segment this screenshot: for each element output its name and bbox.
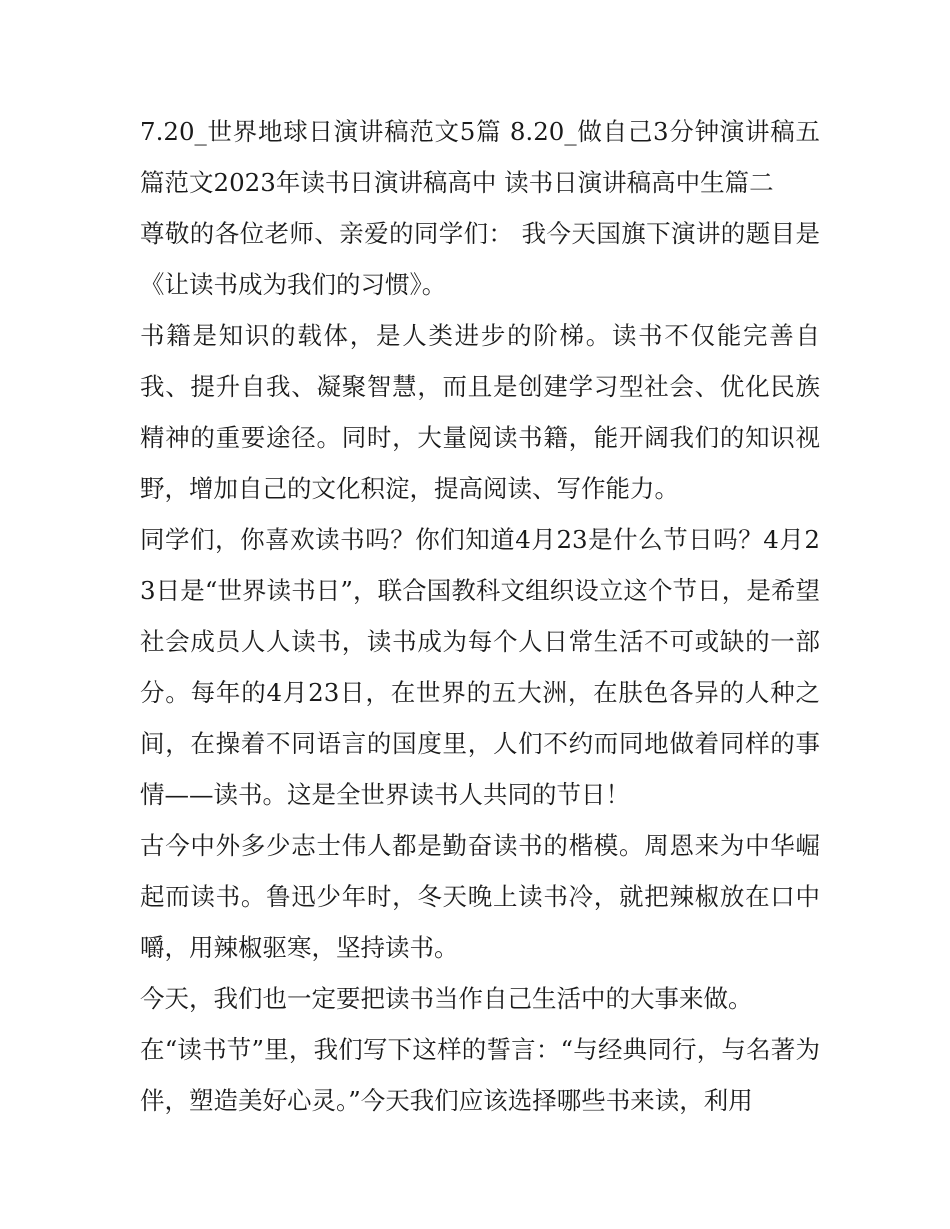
paragraph-greeting: 尊敬的各位老师、亲爱的同学们： 我今天国旗下演讲的题目是《让读书成为我们的习惯》。: [140, 219, 820, 299]
paragraph-role-models: 古今中外多少志士伟人都是勤奋读书的楷模。周恩来为中华崛起而读书。鲁迅少年时，冬天晚上读书冷，就把辣椒放在口中嚼，用辣椒驱寒，坚持读书。: [140, 831, 820, 962]
paragraph-world-book-day: 同学们，你喜欢读书吗？你们知道4月23是什么节日吗？4月23日是“世界读书日”，联合国教科文组织设立这个节日，是希望社会成员人人读书，读书成为每个人日常生活不可或缺的一部分。每年的4月23日，在世界的五大洲，在肤色各异的人种之间，在操着不同语言的国度里，人们不约而同地做着同样的事情——读书。这是全世界读书人共同的节日！: [140, 525, 820, 809]
paragraph-heading-links: 7.20_世界地球日演讲稿范文5篇 8.20_做自己3分钟演讲稿五篇范文2023年读书日演讲稿高中 读书日演讲稿高中生篇二: [140, 117, 820, 197]
paragraph-books-knowledge: 书籍是知识的载体，是人类进步的阶梯。读书不仅能完善自我、提升自我、凝聚智慧，而且是创建学习型社会、优化民族精神的重要途径。同时，大量阅读书籍，能开阔我们的知识视野，增加自己的文化积淀，提高阅读、写作能力。: [140, 321, 820, 503]
paragraph-reading-priority: 今天，我们也一定要把读书当作自己生活中的大事来做。: [140, 984, 753, 1013]
paragraph-reading-festival: 在“读书节”里，我们写下这样的誓言：“与经典同行，与名著为伴，塑造美好心灵。”今天我们应该选择哪些书来读，利用: [140, 1035, 820, 1115]
document-body: [140, 106, 820, 1126]
